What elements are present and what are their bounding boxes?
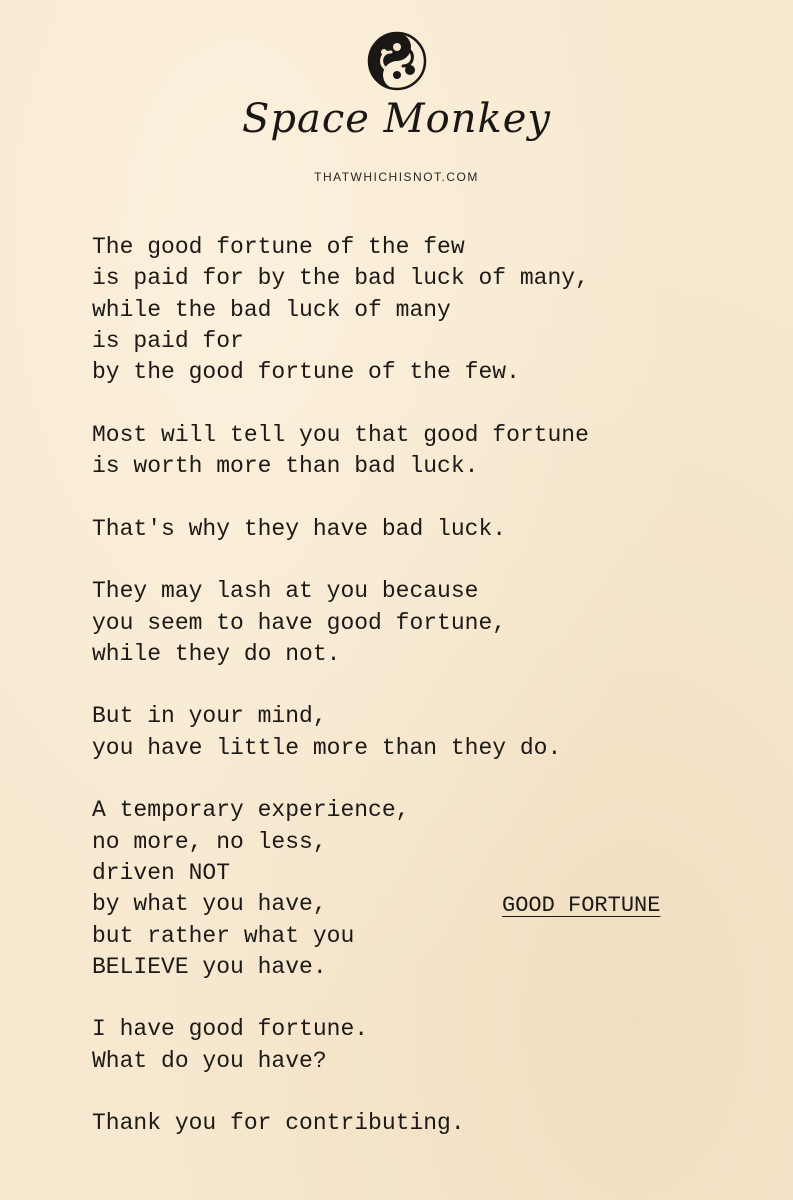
poem-line: is worth more than bad luck. [92, 453, 479, 480]
poem-line: What do you have? [92, 1047, 327, 1074]
poem-stanza [92, 1108, 692, 1139]
poem-line: no more, no less, [92, 828, 327, 855]
poem-stanza [92, 576, 692, 670]
poem-line: They may lash at you because [92, 578, 479, 605]
poem-stanza [92, 701, 692, 764]
poem-line: A temporary experience, [92, 797, 410, 824]
poem-line: you have little more than they do. [92, 734, 562, 761]
poem-title: GOOD FORTUNE [502, 893, 661, 918]
poem-line: by the good fortune of the few. [92, 359, 520, 386]
poem-stanza [92, 232, 692, 388]
poem-stanza [92, 514, 692, 545]
poem-stanza [92, 1014, 692, 1077]
logo [0, 30, 793, 97]
poem-line: driven NOT [92, 859, 231, 886]
monkey-yin-yang-icon [366, 30, 428, 92]
poem-line: is paid for [92, 327, 244, 354]
poem-line: while the bad luck of many [92, 296, 451, 323]
poem-body [92, 232, 692, 1171]
poem-line: I have good fortune. [92, 1016, 369, 1043]
poem-line: but rather what you [92, 922, 355, 949]
poem-line: That's why they have bad luck. [92, 515, 507, 542]
poem-line: Most will tell you that good fortune [92, 421, 589, 448]
poem-line: by what you have, [92, 891, 327, 918]
poem-stanza [92, 420, 692, 483]
poem-line: is paid for by the bad luck of many, [92, 265, 589, 292]
poem-line: The good fortune of the few [92, 234, 465, 260]
brand-name: Space Monkey [242, 96, 551, 142]
poem-line: you seem to have good fortune, [92, 609, 507, 636]
poem-line: Thank you for contributing. [92, 1110, 465, 1137]
poem-line: while they do not. [92, 640, 341, 667]
poem-line: BELIEVE you have. [92, 953, 327, 980]
poem-line: But in your mind, [92, 703, 327, 730]
poem-stanza [92, 795, 692, 983]
site-url: THATWHICHISNOT.COM [314, 170, 479, 184]
